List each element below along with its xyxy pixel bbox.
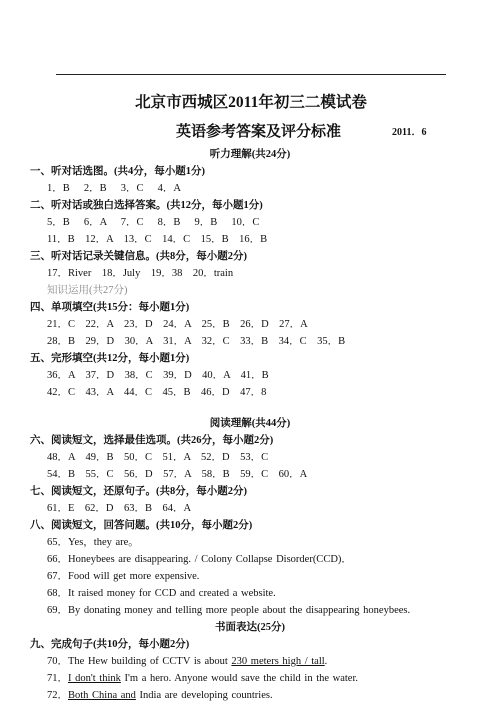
answer-row: 61．E 62．D 63．B 64．A xyxy=(47,503,192,514)
section-5-heading: 五、完形填空(共12分，每小题1分) xyxy=(30,353,190,364)
answer-70-blank: 230 meters high / tall xyxy=(231,656,325,667)
answer-71-prefix: 71． xyxy=(47,673,68,684)
page-title: 北京市西城区2011年初三二模试卷 xyxy=(135,94,367,111)
answer-72-blank: Both China and xyxy=(68,690,136,701)
part-reading-heading: 阅读理解(共44分) xyxy=(209,418,291,429)
section-2-heading: 二、听对话或独白选择答案。(共12分，每小题1分) xyxy=(30,200,263,211)
answer-69: 69．By donating money and telling more people about the disappearing honeybees. xyxy=(47,605,411,616)
answer-row: 36．A 37．D 38．C 39．D 40．A 41．B xyxy=(47,370,269,381)
top-rule xyxy=(56,74,446,75)
answer-68: 68．It raised money for CCD and created a website. xyxy=(47,588,276,599)
answer-row: 11．B 12．A 13．C 14．C 15．B 16．B xyxy=(47,234,268,245)
answer-row: 1．B 2．B 3．C 4．A xyxy=(47,183,181,194)
answer-row: 28．B 29．D 30．A 31．A 32．C 33．B 34．C 35．B xyxy=(47,336,346,347)
answer-72-prefix: 72． xyxy=(47,690,68,701)
answer-72 xyxy=(30,687,470,704)
section-7-heading: 七、阅读短文，还原句子。(共8分，每小题2分) xyxy=(30,486,247,497)
page-subtitle: 英语参考答案及评分标准 xyxy=(176,124,342,140)
answer-row: 48．A 49．B 50．C 51．A 52．D 53．C xyxy=(47,452,269,463)
answer-key xyxy=(30,146,470,704)
answer-row: 17．River 18．July 19．38 20．train xyxy=(47,268,234,279)
answer-71-suffix: I'm a hero. Anyone would save the child in the water. xyxy=(120,673,359,684)
answer-71-blank: I don't think xyxy=(68,673,121,684)
answer-66: 66．Honeybees are disappearing. / Colony Collapse Disorder(CCD)． xyxy=(47,554,352,565)
spacer xyxy=(30,401,470,415)
part-knowledge-note: 知识运用(共27分) xyxy=(47,285,128,296)
section-6-heading: 六、阅读短文，选择最佳选项。(共26分，每小题2分) xyxy=(30,435,274,446)
exam-date: 2011．6 xyxy=(392,127,427,138)
answer-65: 65．Yes，they are。 xyxy=(47,537,139,548)
answer-70 xyxy=(30,653,470,670)
part-writing-heading: 书面表达(25分) xyxy=(215,622,285,633)
answer-71 xyxy=(30,670,470,687)
section-9-heading: 九、完成句子(共10分，每小题2分) xyxy=(30,639,190,650)
answer-72-suffix: India are developing countries. xyxy=(135,690,273,701)
answer-row: 5．B 6．A 7．C 8．B 9．B 10．C xyxy=(47,217,260,228)
answer-row: 42．C 43．A 44．C 45．B 46．D 47．8 xyxy=(47,387,267,398)
answer-row: 54．B 55．C 56．D 57．A 58．B 59．C 60．A xyxy=(47,469,308,480)
section-3-heading: 三、听对话记录关键信息。(共8分，每小题2分) xyxy=(30,251,247,262)
section-8-heading: 八、阅读短文，回答问题。(共10分，每小题2分) xyxy=(30,520,253,531)
section-1-heading: 一、听对话选图。(共4分，每小题1分) xyxy=(30,166,205,177)
answer-row: 21．C 22．A 23．D 24．A 25．B 26．D 27．A xyxy=(47,319,308,330)
section-4-heading: 四、单项填空(共15分：每小题1分) xyxy=(30,302,190,313)
part-listening-heading: 听力理解(共24分) xyxy=(209,149,291,160)
subtitle-row xyxy=(0,120,502,140)
answer-70-prefix: 70．The Hew building of CCTV is about xyxy=(47,656,232,667)
answer-67: 67．Food will get more expensive. xyxy=(47,571,200,582)
answer-70-suffix: . xyxy=(324,656,328,667)
